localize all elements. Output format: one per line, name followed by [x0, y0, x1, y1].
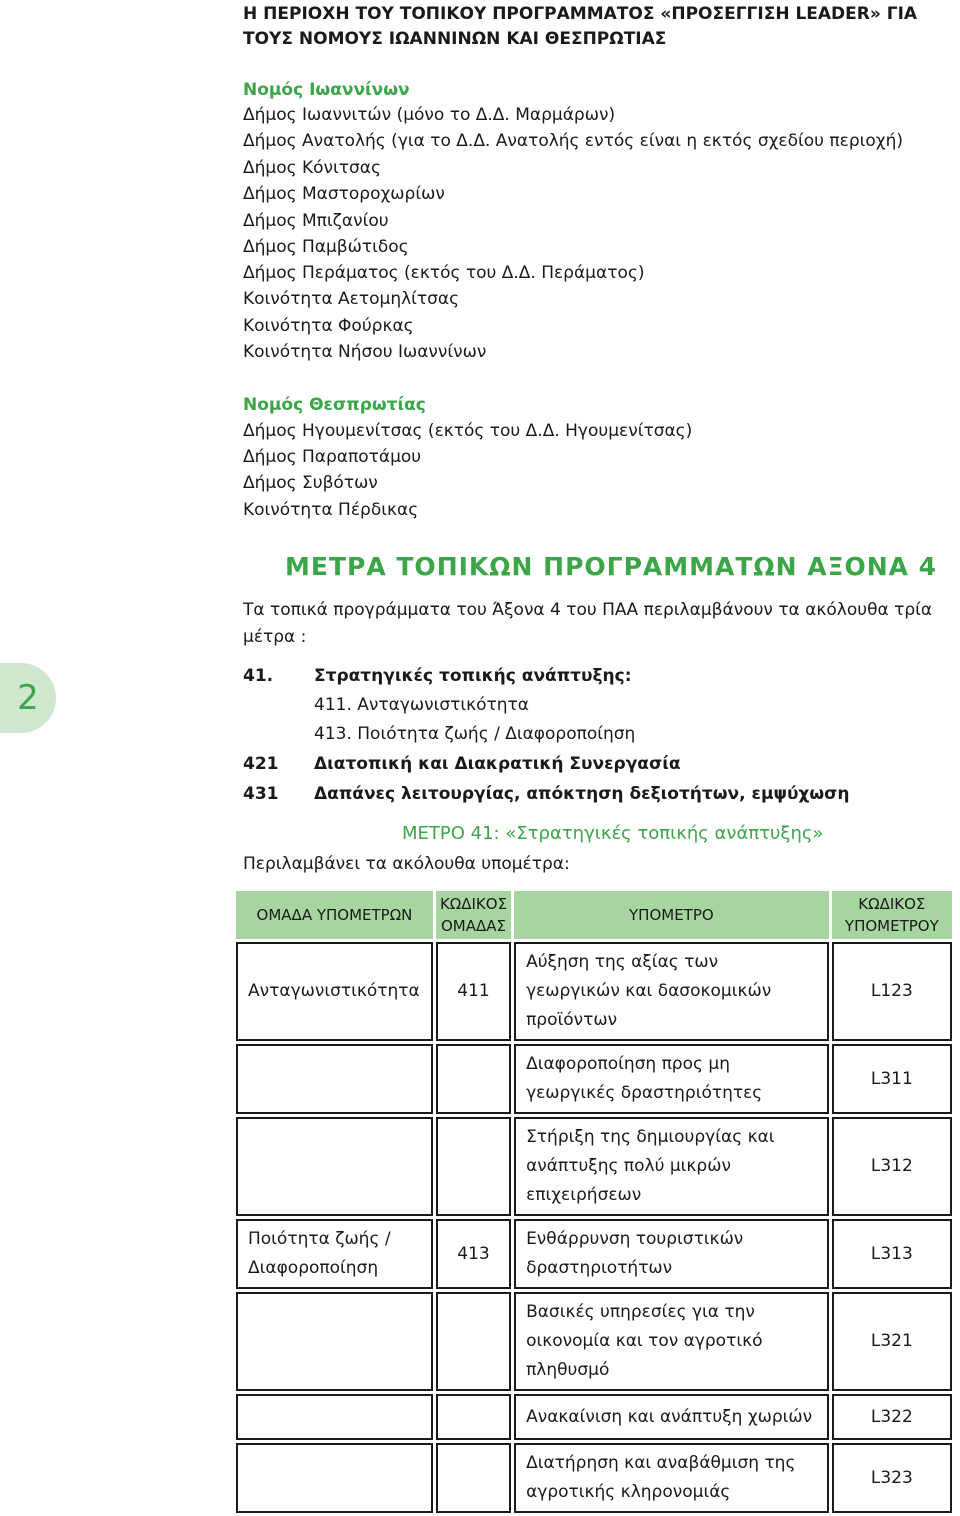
submeasure-code-cell: L312: [832, 1117, 952, 1216]
submeasure-413: 413. Ποιότητα ζωής / Διαφοροποίηση: [314, 724, 636, 744]
submeasures-table: [233, 888, 955, 1516]
header-submeasure-code: ΚΩΔΙΚΟΣ ΥΠΟΜΕΤΡΟΥ: [832, 891, 952, 939]
thesprotia-heading: Νομός Θεσπρωτίας: [243, 395, 426, 415]
thesprotia-item: Δήμος Συβότων: [243, 473, 378, 493]
measure-431-code: 431: [243, 784, 279, 804]
table-row: [236, 1219, 952, 1289]
submeasure-cell: Βασικές υπηρεσίες για την οικονομία και τον αγροτικό πληθυσμό: [514, 1292, 829, 1391]
measures-intro-line1: Τα τοπικά προγράμματα του Άξονα 4 του ΠΑΑ περιλαμβάνουν τα ακόλουθα τρία: [243, 600, 933, 620]
table-row: [236, 1292, 952, 1391]
measure-431-label: Δαπάνες λειτουργίας, απόκτηση δεξιοτήτων, εμψύχωση: [314, 784, 850, 804]
table-row: [236, 942, 952, 1041]
ioannina-item: Δήμος Μπιζανίου: [243, 211, 389, 231]
ioannina-heading: Νομός Ιωαννίνων: [243, 80, 410, 100]
group-code-cell: 413: [436, 1219, 511, 1289]
submeasure-code-cell: L323: [832, 1443, 952, 1513]
submeasure-cell: Διαφοροποίηση προς μη γεωργικές δραστηριότητες: [514, 1044, 829, 1114]
submeasure-cell: Διατήρηση και αναβάθμιση της αγροτικής κληρονομιάς: [514, 1443, 829, 1513]
measures-title: ΜΕΤΡΑ ΤΟΠΙΚΩΝ ΠΡΟΓΡΑΜΜΑΤΩΝ ΑΞΟΝΑ 4: [285, 552, 938, 581]
submeasure-cell: Στήριξη της δημιουργίας και ανάπτυξης πολύ μικρών επιχειρήσεων: [514, 1117, 829, 1216]
ioannina-item: Κοινότητα Φούρκας: [243, 316, 414, 336]
submeasure-cell: Αύξηση της αξίας των γεωργικών και δασοκομικών προϊόντων: [514, 942, 829, 1041]
ioannina-item: Δήμος Ιωαννιτών (μόνο το Δ.Δ. Μαρμάρων): [243, 105, 616, 125]
group-name-cell: [236, 1394, 433, 1440]
thesprotia-item: Κοινότητα Πέρδικας: [243, 500, 419, 520]
page-number-badge: 2: [0, 663, 56, 733]
measure-41-intro: Περιλαμβάνει τα ακόλουθα υπομέτρα:: [243, 854, 570, 874]
table-row: [236, 1117, 952, 1216]
header-group: ΟΜΑΔΑ ΥΠΟΜΕΤΡΩΝ: [236, 891, 433, 939]
measure-41-code: 41.: [243, 666, 274, 686]
group-name-cell: [236, 1443, 433, 1513]
table-row: [236, 1044, 952, 1114]
table-header-row: [236, 891, 952, 939]
ioannina-item: Κοινότητα Αετομηλίτσας: [243, 289, 460, 309]
group-name-cell: Ποιότητα ζωής / Διαφοροποίηση: [236, 1219, 433, 1289]
ioannina-item: Δήμος Μαστοροχωρίων: [243, 184, 445, 204]
measure-41-label: Στρατηγικές τοπικής ανάπτυξης:: [314, 666, 632, 686]
table-row: [236, 1443, 952, 1513]
ioannina-item: Δήμος Παμβώτιδος: [243, 237, 409, 257]
thesprotia-item: Δήμος Παραποτάμου: [243, 447, 422, 467]
page-header-title: Η ΠΕΡΙΟΧΗ ΤΟΥ ΤΟΠΙΚΟΥ ΠΡΟΓΡΑΜΜΑΤΟΣ «ΠΡΟΣΕΓΓΙΣΗ LEADER» ΓΙΑ ΤΟΥΣ ΝΟΜΟΥΣ ΙΩΑΝΝΙΝΩΝ ΚΑΙ ΘΕΣΠΡΩΤΙΑΣ: [243, 4, 918, 49]
thesprotia-item: Δήμος Ηγουμενίτσας (εκτός του Δ.Δ. Ηγουμενίτσας): [243, 421, 693, 441]
group-name-cell: [236, 1044, 433, 1114]
group-code-cell: [436, 1443, 511, 1513]
group-name-cell: [236, 1117, 433, 1216]
group-code-cell: [436, 1292, 511, 1391]
group-name-cell: Ανταγωνιστικότητα: [236, 942, 433, 1041]
header-group-code: ΚΩΔΙΚΟΣ ΟΜΑΔΑΣ: [436, 891, 511, 939]
submeasure-code-cell: L321: [832, 1292, 952, 1391]
submeasure-code-cell: L322: [832, 1394, 952, 1440]
group-code-cell: [436, 1117, 511, 1216]
ioannina-item: Κοινότητα Νήσου Ιωαννίνων: [243, 342, 487, 362]
group-code-cell: [436, 1394, 511, 1440]
measure-421-code: 421: [243, 754, 279, 774]
measures-intro-line2: μέτρα :: [243, 627, 307, 647]
measure-421-label: Διατοπική και Διακρατική Συνεργασία: [314, 754, 681, 774]
header-submeasure: ΥΠΟΜΕΤΡΟ: [514, 891, 829, 939]
table-row: [236, 1394, 952, 1440]
group-code-cell: [436, 1044, 511, 1114]
ioannina-item: Δήμος Κόνιτσας: [243, 158, 381, 178]
ioannina-item: Δήμος Περάματος (εκτός του Δ.Δ. Περάματος): [243, 263, 645, 283]
submeasure-cell: Ανακαίνιση και ανάπτυξη χωριών: [514, 1394, 829, 1440]
measure-41-title: ΜΕΤΡΟ 41: «Στρατηγικές τοπικής ανάπτυξης»: [402, 823, 824, 844]
ioannina-item: Δήμος Ανατολής (για το Δ.Δ. Ανατολής εντός είναι η εκτός σχεδίου περιοχή): [243, 131, 904, 151]
submeasure-code-cell: L311: [832, 1044, 952, 1114]
group-code-cell: 411: [436, 942, 511, 1041]
submeasure-411: 411. Ανταγωνιστικότητα: [314, 695, 529, 715]
submeasure-code-cell: L123: [832, 942, 952, 1041]
group-name-cell: [236, 1292, 433, 1391]
submeasure-code-cell: L313: [832, 1219, 952, 1289]
submeasure-cell: Ενθάρρυνση τουριστικών δραστηριοτήτων: [514, 1219, 829, 1289]
